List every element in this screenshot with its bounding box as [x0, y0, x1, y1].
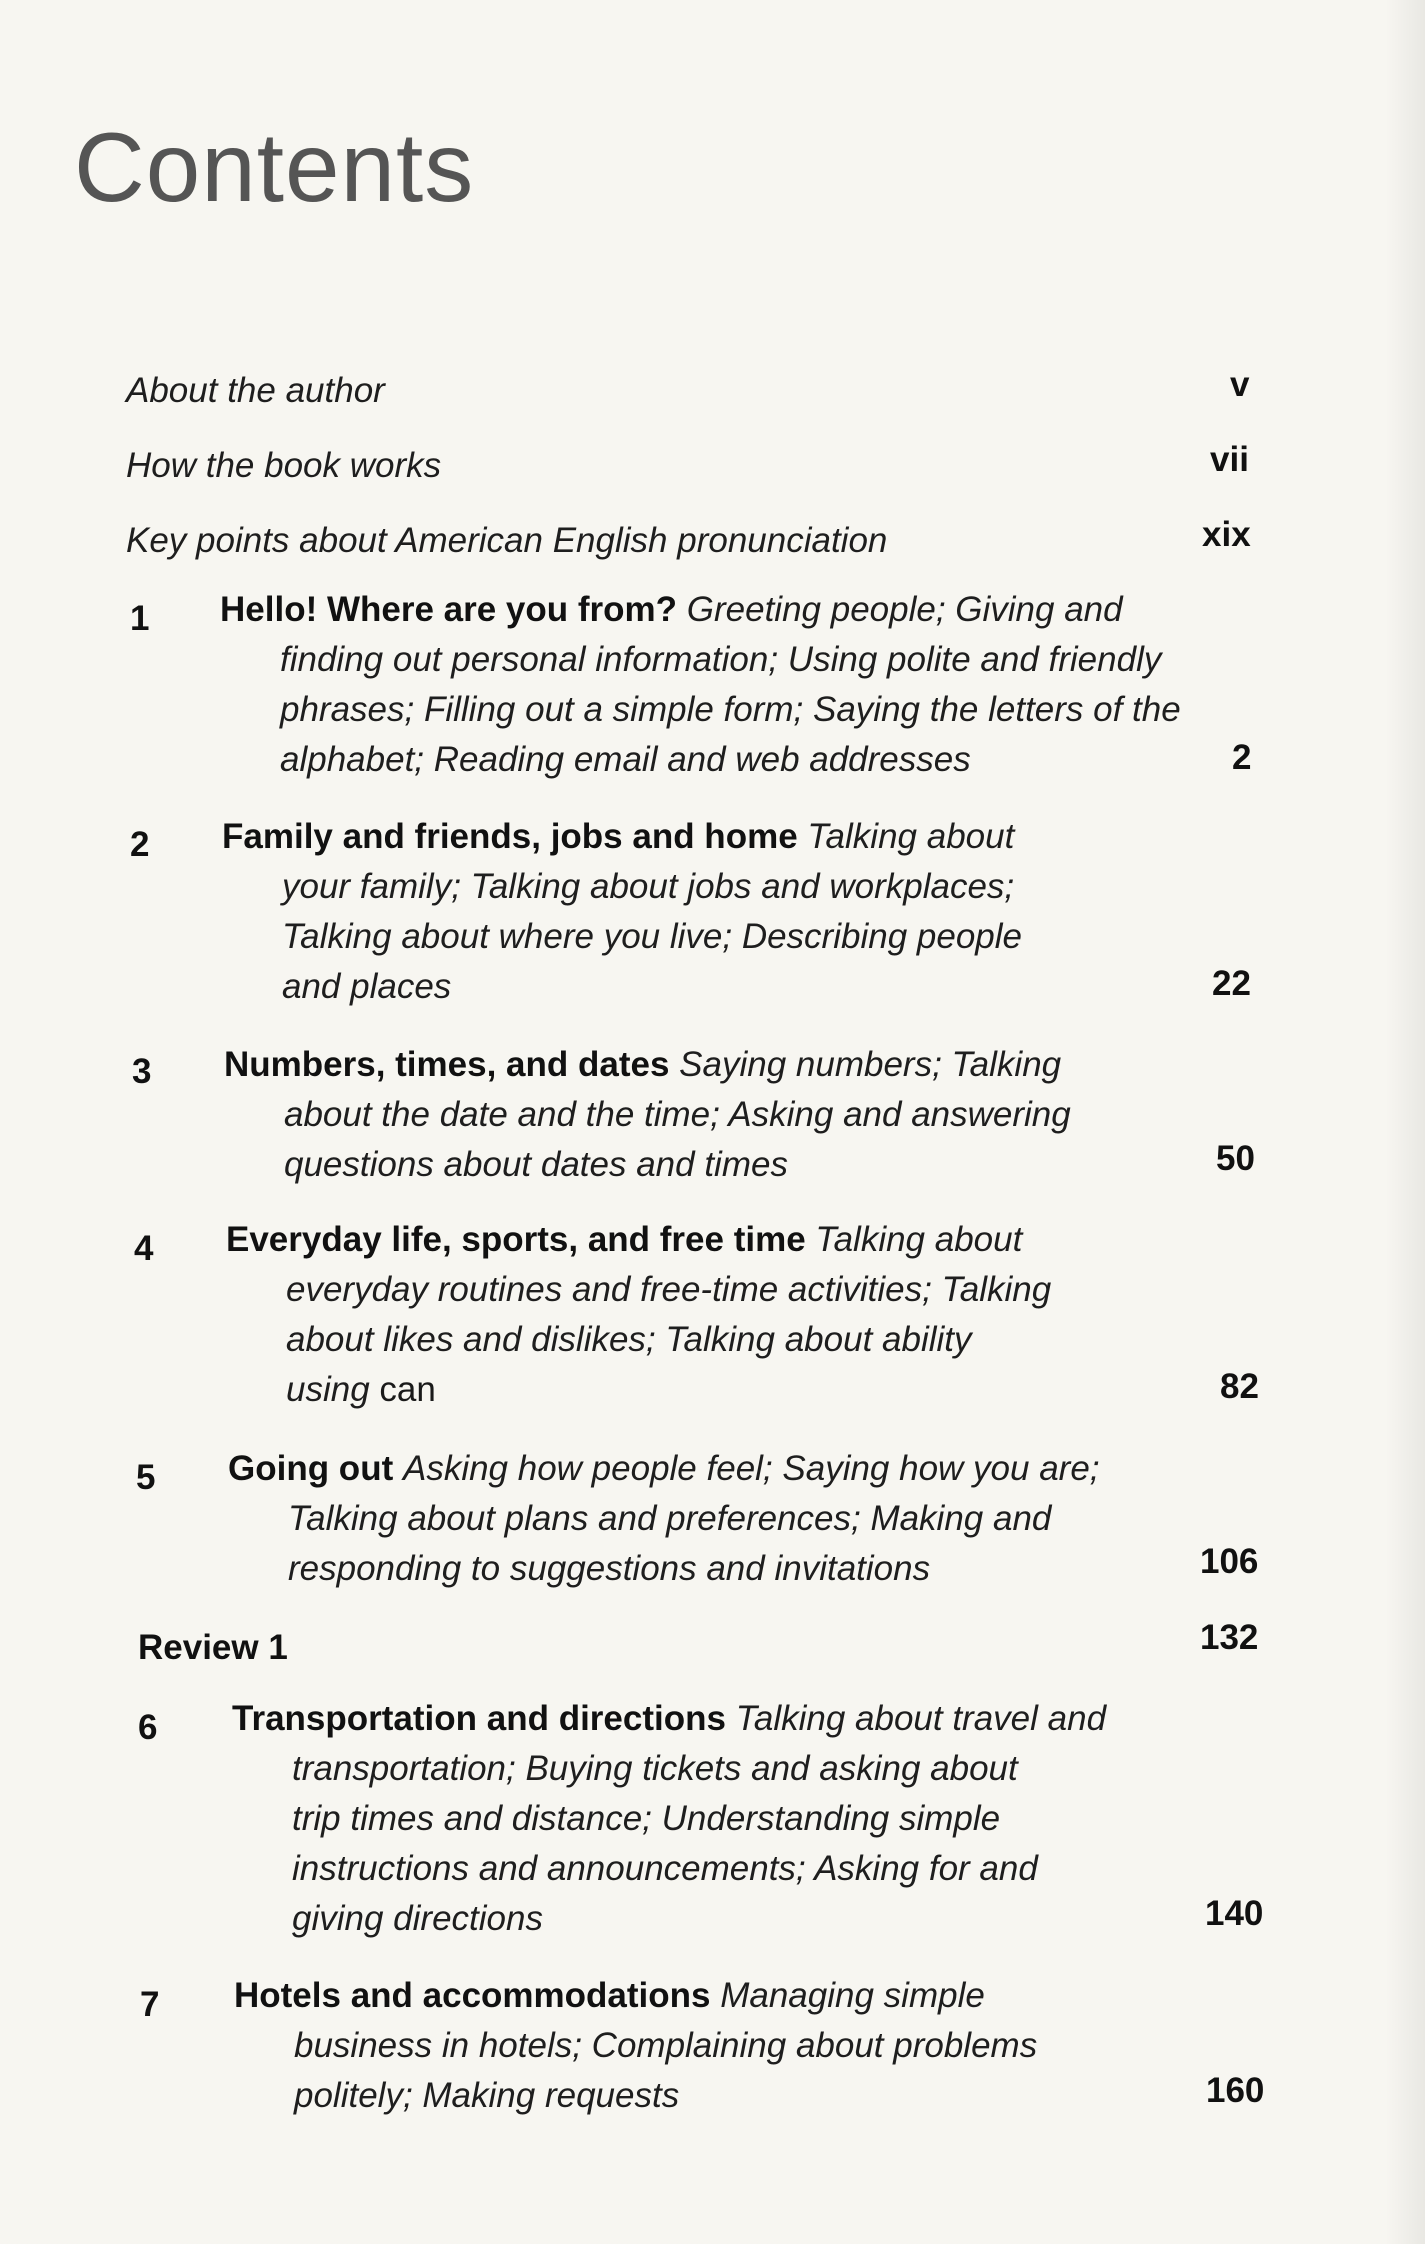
- chapter-description: everyday routines and free-time activities; Talking: [286, 1270, 1052, 1309]
- chapter-description: about the date and the time; Asking and answering: [284, 1095, 1071, 1134]
- toc-entry-label: How the book works: [126, 446, 442, 485]
- review-page: 132: [1200, 1618, 1259, 1657]
- chapter-page: 2: [1232, 738, 1252, 777]
- toc-entry-page: xix: [1202, 515, 1251, 554]
- chapter-text: [232, 1694, 1232, 1944]
- chapter-line: [226, 1365, 1226, 1415]
- chapter-description: giving directions: [292, 1899, 543, 1938]
- chapter-description: about likes and dislikes; Talking about ability: [286, 1320, 972, 1359]
- chapter-text: [222, 812, 1222, 1012]
- chapter-title: Numbers, times, and dates: [224, 1045, 670, 1084]
- chapter-title: Everyday life, sports, and free time: [226, 1220, 806, 1259]
- chapter-text: [228, 1444, 1228, 1594]
- chapter-description: Saying numbers; Talking: [679, 1045, 1062, 1084]
- chapter-title: Hello! Where are you from?: [220, 590, 678, 629]
- chapter-description: phrases; Filling out a simple form; Saying the letters of the: [280, 690, 1181, 729]
- chapter-number: 4: [134, 1229, 154, 1268]
- chapter-line: [232, 1694, 1232, 1744]
- chapter-description: Talking about where you live; Describing people: [282, 917, 1022, 956]
- chapter-line: [220, 585, 1220, 635]
- chapter-text: [234, 1971, 1234, 2121]
- page-edge-shadow: [1385, 0, 1425, 2244]
- page-title: Contents: [74, 112, 475, 222]
- chapter-line: [228, 1444, 1228, 1494]
- review-label: Review 1: [138, 1628, 288, 1667]
- chapter-keyword: can: [379, 1370, 436, 1409]
- chapter-description: Talking about: [815, 1220, 1023, 1259]
- chapter-description: politely; Making requests: [294, 2076, 680, 2115]
- chapter-page: 160: [1206, 2071, 1265, 2110]
- chapter-description: alphabet; Reading email and web addresses: [280, 740, 971, 779]
- toc-entry-page: vii: [1210, 440, 1249, 479]
- chapter-text: [220, 585, 1220, 785]
- chapter-line: [224, 1040, 1224, 1090]
- chapter-line: [222, 812, 1222, 862]
- chapter-page: 140: [1205, 1894, 1264, 1933]
- chapter-description: Managing simple: [720, 1976, 985, 2015]
- toc-entry-page: v: [1230, 365, 1250, 404]
- chapter-description: Asking how people feel; Saying how you are;: [402, 1449, 1100, 1488]
- chapter-line: [234, 1971, 1234, 2021]
- chapter-number: 7: [140, 1985, 160, 2024]
- chapter-description: Talking about travel and: [735, 1699, 1107, 1738]
- chapter-description: Greeting people; Giving and: [686, 590, 1123, 629]
- chapter-description: using: [286, 1370, 370, 1409]
- chapter-number: 5: [136, 1458, 156, 1497]
- chapter-description: and places: [282, 967, 452, 1006]
- chapter-title: Transportation and directions: [232, 1699, 726, 1738]
- chapter-line: [226, 1215, 1226, 1265]
- chapter-description: Talking about: [807, 817, 1015, 856]
- chapter-description: business in hotels; Complaining about problems: [294, 2026, 1038, 2065]
- chapter-page: 106: [1200, 1542, 1259, 1581]
- chapter-page: 82: [1220, 1367, 1259, 1406]
- chapter-description: your family; Talking about jobs and workplaces;: [282, 867, 1015, 906]
- chapter-text: [224, 1040, 1224, 1190]
- chapter-title: Going out: [228, 1449, 394, 1488]
- chapter-number: 1: [130, 599, 150, 638]
- chapter-description: transportation; Buying tickets and asking about: [292, 1749, 1018, 1788]
- chapter-title: Hotels and accommodations: [234, 1976, 711, 2015]
- chapter-number: 3: [132, 1052, 152, 1091]
- chapter-page: 50: [1216, 1139, 1255, 1178]
- chapter-title: Family and friends, jobs and home: [222, 817, 798, 856]
- chapter-text: [226, 1215, 1226, 1415]
- chapter-description: finding out personal information; Using polite and friendly: [280, 640, 1162, 679]
- chapter-number: 2: [130, 825, 150, 864]
- toc-entry-label: About the author: [126, 371, 385, 410]
- chapter-number: 6: [138, 1708, 158, 1747]
- chapter-page: 22: [1212, 964, 1251, 1003]
- chapter-description: Talking about plans and preferences; Making and: [288, 1499, 1052, 1538]
- chapter-description: responding to suggestions and invitations: [288, 1549, 931, 1588]
- chapter-description: questions about dates and times: [284, 1145, 788, 1184]
- toc-entry-label: Key points about American English pronunciation: [126, 521, 888, 560]
- chapter-description: trip times and distance; Understanding simple: [292, 1799, 1001, 1838]
- chapter-description: instructions and announcements; Asking for and: [292, 1849, 1038, 1888]
